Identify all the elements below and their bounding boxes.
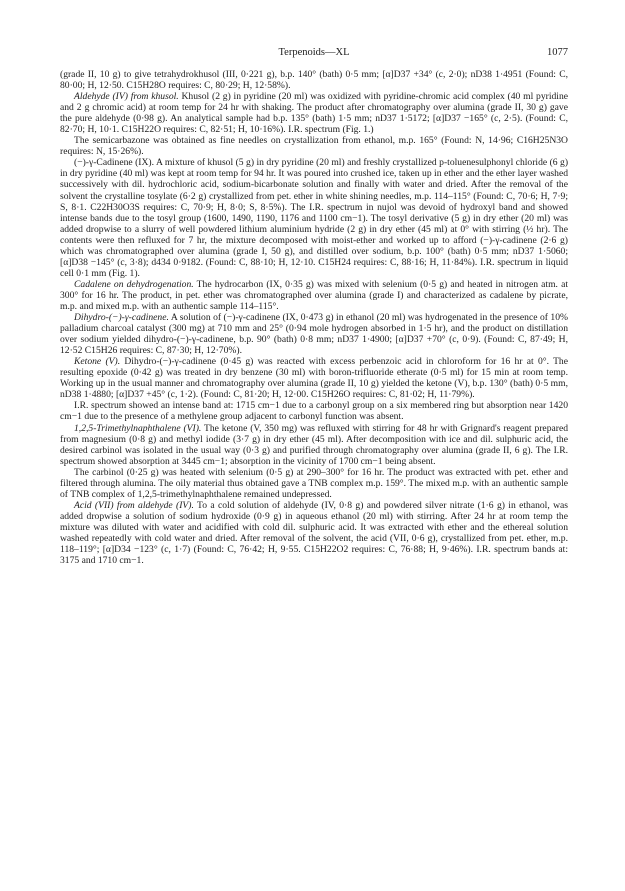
paragraph-text: A solution of (−)-γ-cadinene (IX, 0·473 g) in ethanol (20 ml) was hydrogenated in the presence of 10% palladium charcoal catalyst (300 mg) at 710 mm and 25° (0·94 mole hydrogen absorbed in 1·5 hr), and the product on distillation over sodium yielded dihydro-(−)-γ-cadinene, b.p. 90° (bath) 0·8 mm; nD37 1·4900; [α]D37 +70° (c, 0·9). (Found: C, 87·49; H, 12·52 C15H26 requires: C, 87·30; H, 12·70%). [60,312,569,357]
section-title: Cadalene on dehydrogenation. [74,278,194,290]
paragraph-trimethylnaphthalene [60,423,568,467]
paragraph-dihydro-cadinene [60,312,568,356]
section-title: Dihydro-(−)-γ-cadinene. [74,312,169,324]
paragraph-text: The semicarbazone was obtained as fine needles on crystallization from ethanol, m.p. 165° (Found: N, 14·96; C16H25N3O requires: N, 15·26%). [60,135,568,158]
paragraph-ketone [60,356,568,400]
paragraph-carbinol [60,467,568,500]
paragraph-text: The carbinol (0·25 g) was heated with selenium (0·5 g) at 290–300° for 16 hr. The product was extracted with pet. ether and filtered through alumina. The oily material thus obtained gave a TNB complex m.p. 159°. The mixed m.p. with an authentic sample of TNB complex of 1,2,5-trimethylnaphthalene remained undepressed. [60,466,568,500]
page-header [60,47,568,61]
paragraph-text: The ketone (V, 350 mg) was refluxed with stirring for 48 hr with Grignard's reagent prepared from magnesium (0·8 g) and methyl iodide (3·7 g) in dry ether (45 ml). After decomposition with ice and dil. sulphuric acid, the desired carbinol was isolated in the usual way (0·3 g) and purified through chromatography over alumina (grade II, 6 g). The I.R. spectrum showed absorption at 3445 cm−1; absorption in the vicinity of 1700 cm−1 being absent. [60,422,568,467]
paragraph-ir-spectrum [60,400,568,422]
paragraph-semicarbazone [60,135,568,157]
article-body [60,69,568,566]
paragraph-text: Khusol (2 g) in pyridine (20 ml) was oxidized with pyridine-chromic acid complex (40 ml pyridine and 2 g chromic acid) at room temp for 24 hr with shaking. The product after chromatography over alumina (grade II, 30 g) gave the pure aldehyde (0·98 g). An analytical sample had b.p. 135° (bath) 1·5 mm; nD37 1·5172; [α]D37 −165° (c, 2·5). (Found: C, 82·70; H, 10·1. C15H22O requires: C, 82·51; H, 10·16%). I.R. spectrum (Fig. 1.) [60,91,569,136]
paragraph-cadinene [60,157,568,279]
section-title: Ketone (V). [74,356,121,368]
paragraph-acid [60,500,568,566]
section-title: Aldehyde (IV) from khusol. [74,91,179,103]
paragraph-tetrahydrokhusol [60,69,568,91]
paragraph-text: Dihydro-(−)-γ-cadinene (0·45 g) was reacted with excess perbenzoic acid in chloroform for 16 hr at 0°. The resulting epoxide (0·42 g) was treated in dry benzene (30 ml) with boron-trifluoride etherate (0·5 ml) for 15 min at room temp. Working up in the usual manner and chromatography over alumina (grade II, 10 g) yielded the ketone (V), b.p. 130° (bath) 0·5 mm, nD38 1·4880; [α]D37 +45° (c, 1·2). (Found: C, 81·20; H, 12·00. C15H26O requires: C, 81·02; H, 11·79%). [60,356,568,401]
paragraph-text: The hydrocarbon (IX, 0·35 g) was mixed with selenium (0·5 g) and heated in nitrogen atm. at 300° for 16 hr. The product, in pet. ether was chromatographed over alumina (grade I) and characterized as cadalene by picrate, m.p. and mixed m.p. with an authentic sample 114–115°. [60,278,569,312]
paragraph-text: A mixture of khusol (5 g) in dry pyridine (20 ml) and freshly crystallized p-toluenesulphonyl chloride (6 g) in dry pyridine (40 ml) was kept at room temp for 94 hr. It was poured into crushed ice, taken up in ether and the ether layer washed successively with dil. hydrochloric acid, sodium-bicarbonate solution and finally with water and dried. After the removal of the solvent the crystalline tosylate (6·2 g) crystallized from pet. ether in white shining needles, m.p. 114–115° (Found: C, 70·6; H, 7·9; S, 8·1. C22H30O3S requires: C, 70·9; H, 8·0; S, 8·5%). The I.R. spectrum in nujol was devoid of hydroxyl band and showed intense bands due to the tosyl group (1600, 1490, 1190, 1176 and 1100 cm−1). The tosyl derivative (5 g) in dry ether (20 ml) was added dropwise to a slurry of well powdered lithium aluminium hydride (2 g) in dry ether (45 ml) at 0° with stirring (½ hr). The contents were then refluxed for 7 hr, the mixture decomposed with moist-ether and worked up to afford (−)-γ-cadinene (2·6 g) which was chromatographed over alumina (grade I, 50 g), and distilled over sodium, b.p. 100° (bath) 0·5 mm; nD37 1·5060; [α]D38 −145° (c, 3·8); d434 0·9182. (Found: C, 88·10; H, 12·10. C15H24 requires: C, 88·16; H, 11·84%). I.R. spectrum in liquid cell 0·1 mm (Fig. 1). [60,157,569,279]
paragraph-text: I.R. spectrum showed an intense band at: 1715 cm−1 due to a carbonyl group on a six membered ring but absorption near 1420 cm−1 due to the presence of a methylene group adjacent to carbonyl function was absent. [60,400,568,423]
paragraph-aldehyde [60,91,568,135]
paragraph-cadalene [60,279,568,312]
section-title: 1,2,5-Trimethylnaphthalene (VI). [74,422,202,434]
paragraph-text: (grade II, 10 g) to give tetrahydrokhusol (III, 0·221 g), b.p. 140° (bath) 0·5 mm; [α]D37 +34° (c, 2·0); nD38 1·4951 (Found: C, 80·00; H, 12·50. C15H28O requires: C, 80·29; H, 12·58%). [60,69,568,92]
section-title: Acid (VII) from aldehyde (IV). [74,499,194,511]
section-title: (−)-γ-Cadinene (IX). [74,157,155,169]
paragraph-text: To a cold solution of aldehyde (IV, 0·8 g) and powdered silver nitrate (1·6 g) in ethanol, was added dropwise a solution of sodium hydroxide (0·9 g) in aqueous ethanol (20 ml) with stirring. After 24 hr at room temp the mixture was diluted with water and acidified with cold dil. sulphuric acid. It was extracted with ether and the ethereal solution washed repeatedly with cold water and dried. After removal of the solvent, the acid (VII, 0·6 g), crystallized from pet. ether, m.p. 118–119°; [α]D34 −123° (c, 1·7) (Found: C, 76·42; H, 9·55. C15H22O2 requires: C, 76·88; H, 9·46%). I.R. spectrum bands at: 3175 and 1710 cm−1. [60,499,568,567]
running-title: Terpenoids—XL [278,47,350,58]
page-number: 1077 [547,47,568,58]
